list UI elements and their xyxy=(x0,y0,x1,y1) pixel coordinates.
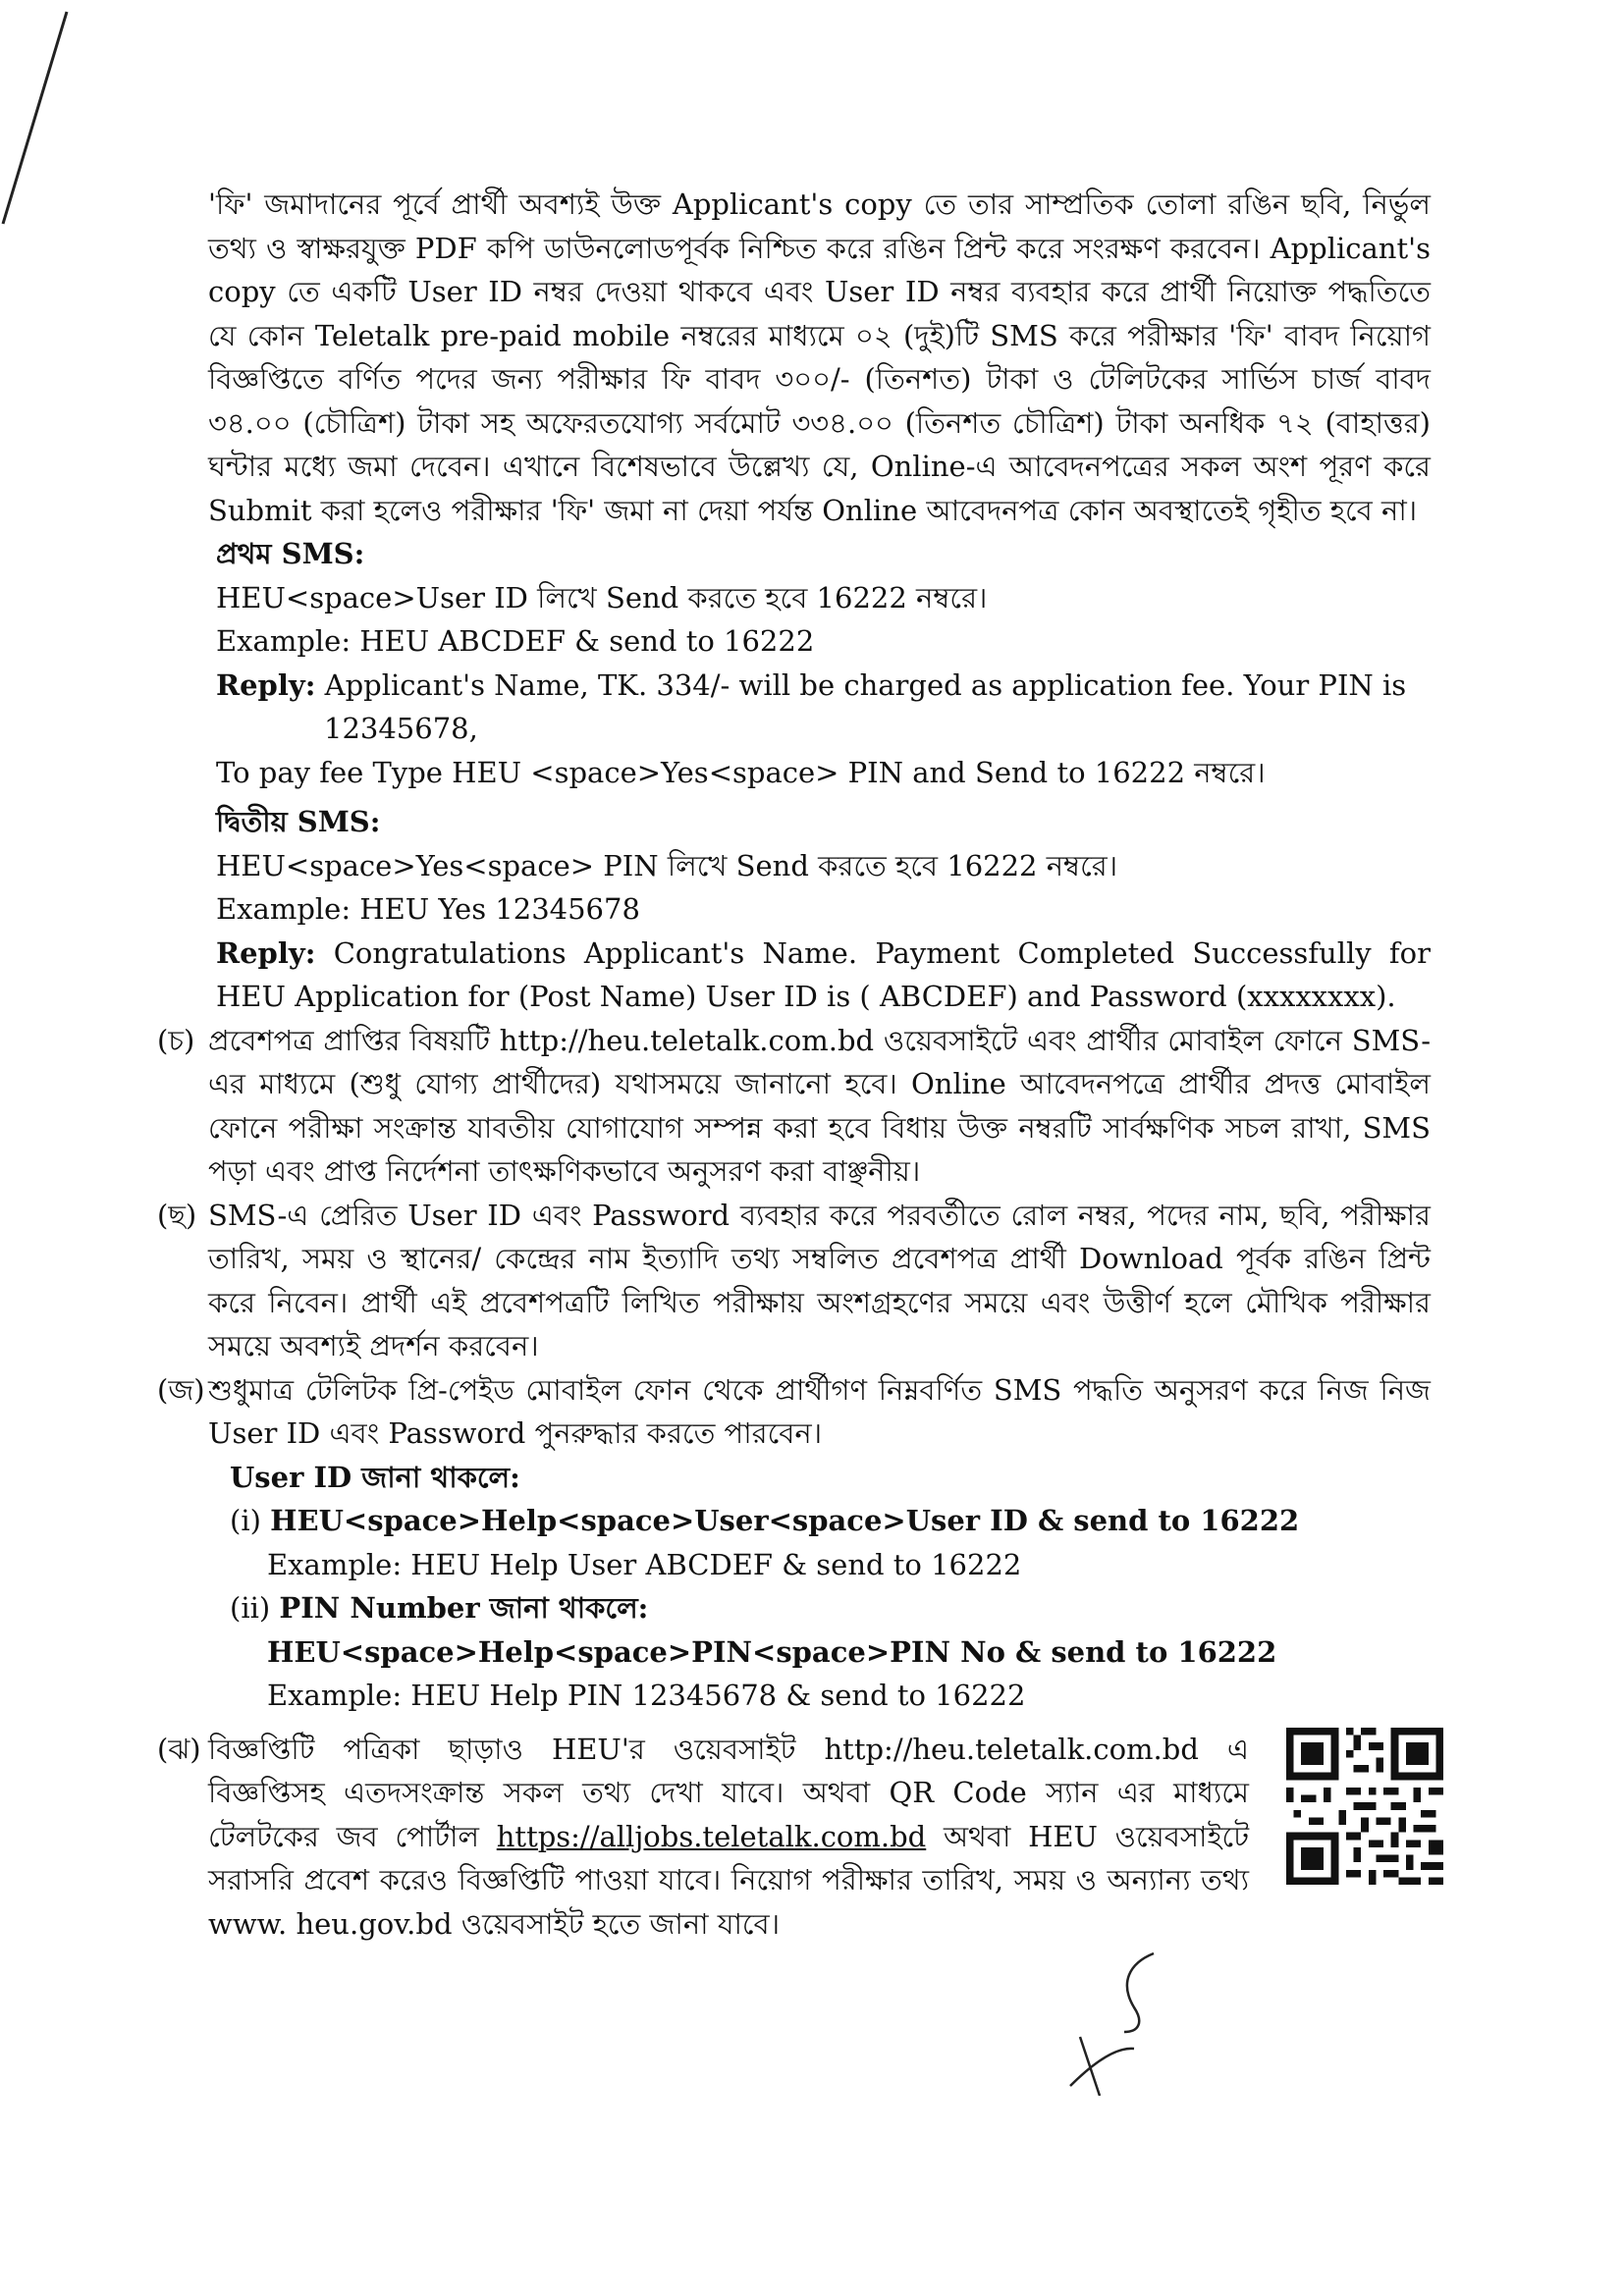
item-jha-text-before: বিজ্ঞপ্তিটি পত্রিকা ছাড়াও HEU'র ওয়েবসাইট http://heu.teletalk.com.bd এ বিজ্ঞপ্তিসহ এতদসংক্রান্ত সকল তথ্য দেখা যাবে। অথবা QR Code স্যান এর মাধ্যমে টেলটকের জব পোর্টাল xyxy=(208,1732,1249,1853)
item-chha xyxy=(157,1194,1431,1368)
first-sms-reply-text: Applicant's Name, TK. 334/- will be charged as application fee. Your PIN is 12345678, xyxy=(324,667,1407,745)
second-sms-example: Example: HEU Yes 12345678 xyxy=(216,892,640,926)
first-sms-block xyxy=(216,532,1431,794)
item-jha-text-after: অথবা HEU ওয়েবসাইটে সরাসরি প্রবেশ করেও বিজ্ঞপ্তিটি পাওয়া যাবে। নিয়োগ পরীক্ষার তারিখ, সময় ও অন্যান্য তথ্য www. heu.gov.bd ওয়েবসাইট হতে জানা যাবে। xyxy=(208,1819,1250,1941)
first-sms-example: Example: HEU ABCDEF & send to 16222 xyxy=(216,624,815,658)
second-sms-reply xyxy=(216,932,1431,1019)
second-sms-reply-label: Reply: xyxy=(216,935,316,970)
item-chha-marker: (ছ) xyxy=(157,1198,197,1232)
item-jha xyxy=(157,1728,1250,1947)
scan-fold-mark xyxy=(0,0,79,236)
item-cha-text: প্রবেশপত্র প্রাপ্তির বিষয়টি http://heu.teletalk.com.bd ওয়েবসাইটে এবং প্রার্থীর মোবাইল ফোনে SMS- এর মাধ্যমে (শুধু যোগ্য প্রার্থীদের) যথাসময়ে জানানো হবে। Online আবেদনপত্রে প্রার্থীর প্রদত্ত মোবাইল ফোনে পরীক্ষা সংক্রান্ত যাবতীয় যোগাযোগ সম্পন্ন করা হবে বিধায় উক্ত নম্বরটি সার্বক্ষণিক সচল রাখা, SMS পড়া এবং প্রাপ্ত নির্দেশনা তাৎক্ষণিকভাবে অনুসরণ করা বাঞ্ছনীয়। xyxy=(208,1023,1431,1188)
recovery-option-i-command: HEU<space>Help<space>User<space>User ID & send to 16222 xyxy=(270,1504,1300,1537)
recovery-option-i-example: Example: HEU Help User ABCDEF & send to 16222 xyxy=(267,1547,1022,1581)
recovery-option-ii-example: Example: HEU Help PIN 12345678 & send to 16222 xyxy=(267,1679,1026,1712)
item-jha-text xyxy=(208,1728,1249,1947)
first-sms-heading: প্রথম SMS: xyxy=(216,537,365,570)
item-cha xyxy=(157,1019,1431,1194)
recovery-option-ii xyxy=(230,1586,1431,1630)
second-sms-reply-text: Congratulations Applicant's Name. Payment Completed Successfully for HEU Application for (Post Name) User ID is ( ABCDEF) and Password (xxxxxxxx). xyxy=(216,935,1431,1013)
qr-code-image xyxy=(1286,1728,1443,1885)
recovery-option-i-marker: (i) xyxy=(230,1504,261,1537)
recovery-option-ii-marker: (ii) xyxy=(230,1591,271,1625)
userid-recovery-heading: User ID জানা থাকলে: xyxy=(230,1460,520,1494)
second-sms-block xyxy=(216,800,1431,1019)
fee-paragraph: 'ফি' জমাদানের পূর্বে প্রার্থী অবশ্যই উক্ত Applicant's copy তে তার সাম্প্রতিক তোলা রঙিন ছবি, নির্ভুল তথ্য ও স্বাক্ষরযুক্ত PDF কপি ডাউনলোডপূর্বক নিশ্চিত করে রঙিন প্রিন্ট করে সংরক্ষণ করবেন। Applicant's copy তে একটি User ID নম্বর দেওয়া থাকবে এবং User ID নম্বর ব্যবহার করে প্রার্থী নিয়োক্ত পদ্ধতিতে যে কোন Teletalk pre-paid mobile নম্বরের মাধ্যমে ০২ (দুই)টি SMS করে পরীক্ষার 'ফি' বাবদ নিয়োগ বিজ্ঞপ্তিতে বর্ণিত পদের জন্য পরীক্ষার ফি বাবদ ৩০০/- (তিনশত) টাকা ও টেলিটকের সার্ভিস চার্জ বাবদ ৩৪.০০ (চৌত্রিশ) টাকা সহ অফেরতযোগ্য সর্বমোট ৩৩৪.০০ (তিনশত চৌত্রিশ) টাকা অনধিক ৭২ (বাহাত্তর) ঘন্টার মধ্যে জমা দেবেন। এখানে বিশেষভাবে উল্লেখ্য যে, Online-এ আবেদনপত্রের সকল অংশ পূরণ করে Submit করা হলেও পরীক্ষার 'ফি' জমা না দেয়া পর্যন্ত Online আবেদনপত্র কোন অবস্থাতেই গৃহীত হবে না। xyxy=(208,187,1431,527)
signature-mark xyxy=(1060,1939,1168,2096)
first-sms-pay-line: To pay fee Type HEU <space>Yes<space> PIN and Send to 16222 নম্বরে। xyxy=(216,755,1266,789)
item-ja-text: শুধুমাত্র টেলিটক প্রি-পেইড মোবাইল ফোন থেকে প্রার্থীগণ নিম্নবর্ণিত SMS পদ্ধতি অনুসরণ করে নিজ নিজ User ID এবং Password পুনরুদ্ধার করতে পারবেন। xyxy=(208,1372,1431,1450)
item-cha-marker: (চ) xyxy=(157,1023,195,1057)
recovery-option-ii-heading: PIN Number জানা থাকলে: xyxy=(279,1591,649,1625)
item-chha-text: SMS-এ প্রেরিত User ID এবং Password ব্যবহার করে পরবর্তীতে রোল নম্বর, পদের নাম, ছবি, পরীক্ষার তারিখ, সময় ও স্থানের/ কেন্দ্রের নাম ইত্যাদি তথ্য সম্বলিত প্রবেশপত্র প্রার্থী Download পূর্বক রঙিন প্রিন্ট করে নিবেন। প্রার্থী এই প্রবেশপত্রটি লিখিত পরীক্ষায় অংশগ্রহণের সময়ে এবং উত্তীর্ণ হলে মৌখিক পরীক্ষার সময়ে অবশ্যই প্রদর্শন করবেন। xyxy=(208,1198,1431,1362)
recovery-option-i xyxy=(230,1499,1431,1543)
second-sms-command: HEU<space>Yes<space> PIN লিখে Send করতে হবে 16222 নম্বরে। xyxy=(216,848,1118,882)
first-sms-reply xyxy=(216,664,1431,751)
recovery-option-ii-command: HEU<space>Help<space>PIN<space>PIN No & send to 16222 xyxy=(267,1634,1277,1669)
second-sms-heading: দ্বিতীয় SMS: xyxy=(216,805,381,838)
item-ja xyxy=(157,1368,1431,1718)
document-body xyxy=(157,183,1431,1946)
item-jha-marker: (ঝ) xyxy=(157,1732,201,1766)
alljobs-portal-link[interactable]: https://alljobs.teletalk.com.bd xyxy=(496,1819,927,1853)
first-sms-reply-label: Reply: xyxy=(216,667,316,702)
first-sms-command: HEU<space>User ID লিখে Send করতে হবে 16222 নম্বরে। xyxy=(216,580,988,614)
item-ja-marker: (জ) xyxy=(157,1372,205,1407)
